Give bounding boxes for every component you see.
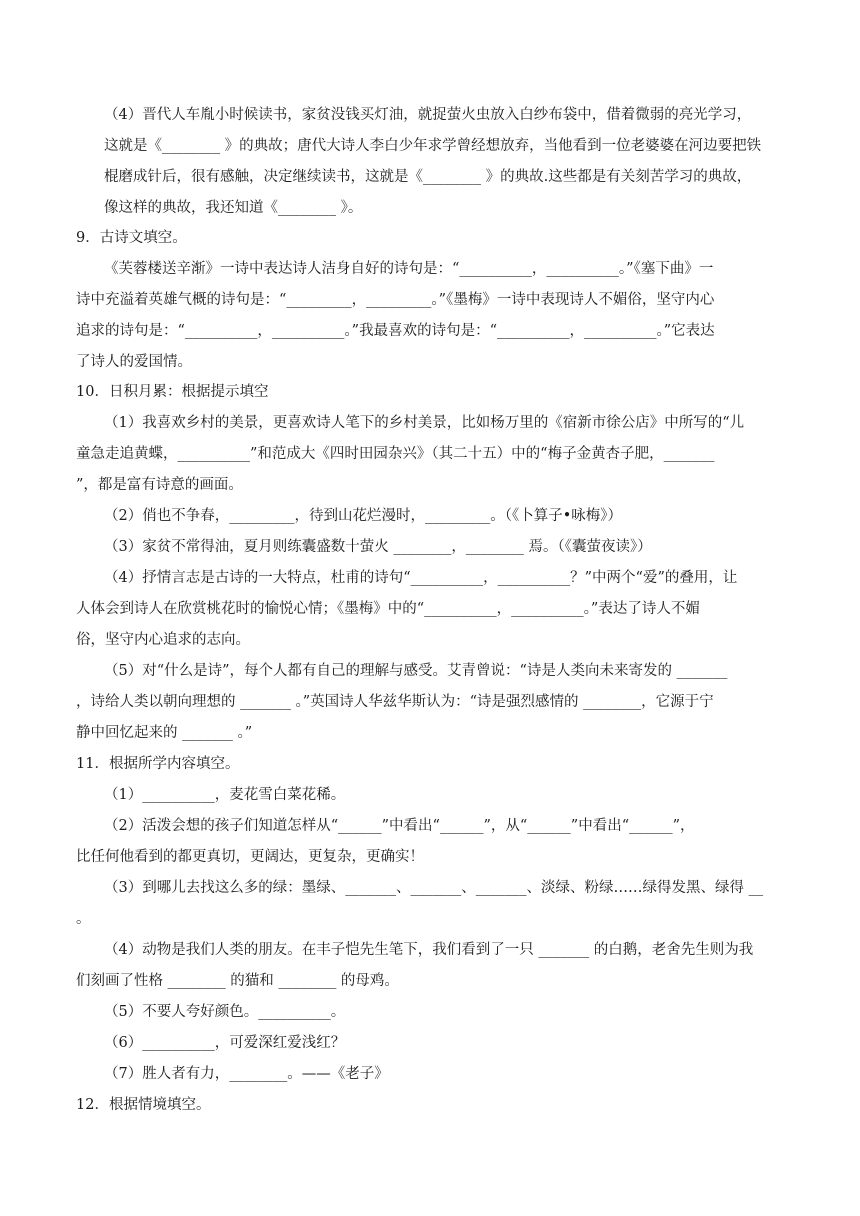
q9-line-2: 诗中充溢着英雄气概的诗句是：“_________，_________。”《墨梅》一诗中表现诗人不媚俗，坚守内心 — [76, 292, 715, 308]
q10-4-line-2: 人体会到诗人在欣赏桃花时的愉悦心情；《墨梅》中的“__________，__________。”表达了诗人不媚 — [76, 601, 700, 617]
q10-5-line-1: （5）对“什么是诗”，每个人都有自己的理解与感受。艾青曾说：“诗是人类向未来寄发的 _______ — [104, 663, 728, 679]
q12-heading: 12．根据情境填空。 — [76, 1097, 211, 1113]
q11-3-line-1: （3）到哪儿去找这么多的绿：墨绿、_______、_______、_______、淡绿、粉绿……绿得发黑、绿得 __ — [104, 880, 764, 896]
q11-2-line-1: （2）活泼会想的孩子们知道怎样从“______”中看出“______”，从“______”中看出“______”， — [104, 818, 695, 834]
q11-heading: 11．根据所学内容填空。 — [76, 756, 240, 772]
q8-4-line-2: 这就是《________ 》的典故；唐代大诗人李白少年求学曾经想放弃，当他看到一位老婆婆在河边要把铁 — [104, 138, 762, 154]
q10-5-line-3: 静中回忆起来的 _______ 。” — [76, 725, 253, 741]
q10-5-line-2: ，诗给人类以朝向理想的 _______ 。”英国诗人华兹华斯认为：“诗是强烈感情的 ________，它源于宁 — [76, 694, 714, 710]
q9-line-1: 《芙蓉楼送辛渐》一诗中表达诗人洁身自好的诗句是：“__________，__________。”《塞下曲》一 — [104, 261, 714, 277]
q11-6: （6）__________，可爱深红爱浅红？ — [104, 1035, 346, 1051]
q10-1-line-1: （1）我喜欢乡村的美景，更喜欢诗人笔下的乡村美景，比如杨万里的《宿新市徐公店》中所写的“儿 — [104, 415, 745, 431]
q11-4-line-1: （4）动物是我们人类的朋友。在丰子恺先生笔下，我们看到了一只 _______ 的白鹅，老舍先生则为我 — [104, 942, 754, 958]
q10-2: （2）俏也不争春，_________，待到山花烂漫时，_________。（《卜算子•咏梅》） — [104, 508, 623, 524]
q8-4-line-4: 像这样的典故，我还知道《________ 》。 — [104, 200, 363, 216]
q11-2-line-2: 比任何他看到的都更真切，更阔达，更复杂，更确实！ — [76, 849, 424, 865]
q8-4-line-1: （4）晋代人车胤小时候读书，家贫没钱买灯油，就捉萤火虫放入白纱布袋中，借着微弱的亮光学习， — [104, 107, 752, 123]
q9-heading: 9．古诗文填空。 — [76, 230, 187, 246]
q10-4-line-3: 俗，坚守内心追求的志向。 — [76, 632, 250, 648]
q10-1-line-2: 童急走追黄蝶，__________”和范成大《四时田园杂兴》（其二十五）中的“梅子金黄杏子肥，_______ — [76, 446, 715, 462]
q10-4-line-1: （4）抒情言志是古诗的一大特点，杜甫的诗句“__________，__________？”中两个“爱”的叠用，让 — [104, 570, 738, 586]
q8-4-line-3: 棍磨成针后，很有感触，决定继续读书，这就是《________ 》的典故.这些都是有关刻苦学习的典故， — [104, 169, 752, 185]
q10-heading: 10．日积月累：根据提示填空 — [76, 384, 269, 400]
q11-5: （5）不要人夸好颜色。__________。 — [104, 1004, 346, 1020]
q9-line-4: 了诗人的爱国情。 — [76, 354, 192, 370]
q11-7: （7）胜人者有力，________。——《老子》 — [104, 1066, 389, 1082]
q9-line-3: 追求的诗句是：“__________，__________。”我最喜欢的诗句是：“__________，__________。”它表达 — [76, 323, 715, 339]
q11-1: （1）__________，麦花雪白菜花稀。 — [104, 787, 346, 803]
q11-3-line-2: 。 — [76, 911, 91, 927]
q11-4-line-2: 们刻画了性格 ________ 的猫和 ________ 的母鸡。 — [76, 973, 399, 989]
q10-1-line-3: ”，都是富有诗意的画面。 — [76, 477, 243, 493]
q10-3: （3）家贫不常得油，夏月则练囊盛数十萤火 ________，________ 焉。（《囊萤夜读》） — [104, 539, 652, 555]
